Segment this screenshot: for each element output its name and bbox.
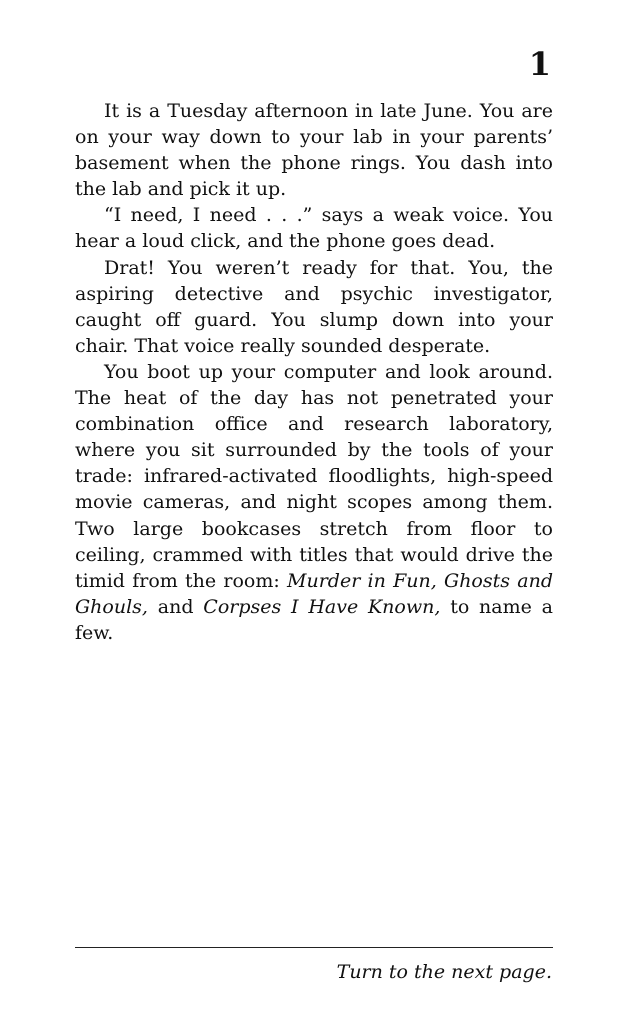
book-title-text: Murder in Fun, Ghosts and Ghouls, [75,569,553,618]
paragraph-text: Drat! You weren’t ready for that. You, the aspiring detective and psychic investigator, caught off guard. You slump down into your chair. That voice really sounded desperate. [75,256,553,357]
body-text [75,98,553,646]
page-number: 1 [528,45,551,83]
paragraph [75,359,553,646]
paragraph-text: You boot up your computer and look around. The heat of the day has not penetrated your combination office and research laboratory, where you sit surrounded by the tools of your trade: infrared-activated floodlights, high-speed movie cameras, and night scopes among them. Two large bookcases stretch from floor to ceiling, crammed with titles that would drive the timid from the room: [75,360,553,592]
paragraph [75,255,553,359]
book-title-text: Corpses I Have Known, [203,595,441,618]
paragraph-text: to name a few. [75,595,553,644]
footer-divider [75,947,553,948]
footer-text: Turn to the next page. [336,961,552,983]
paragraph [75,202,553,254]
paragraph-text: “I need, I need . . .” says a weak voice. You hear a loud click, and the phone goes dead. [75,204,553,253]
paragraph-text: It is a Tuesday afternoon in late June. You are on your way down to your lab in your parents’ basement when the phone rings. You dash into the lab and pick it up. [75,100,553,201]
paragraph [75,98,553,202]
paragraph-text: and [147,595,204,618]
